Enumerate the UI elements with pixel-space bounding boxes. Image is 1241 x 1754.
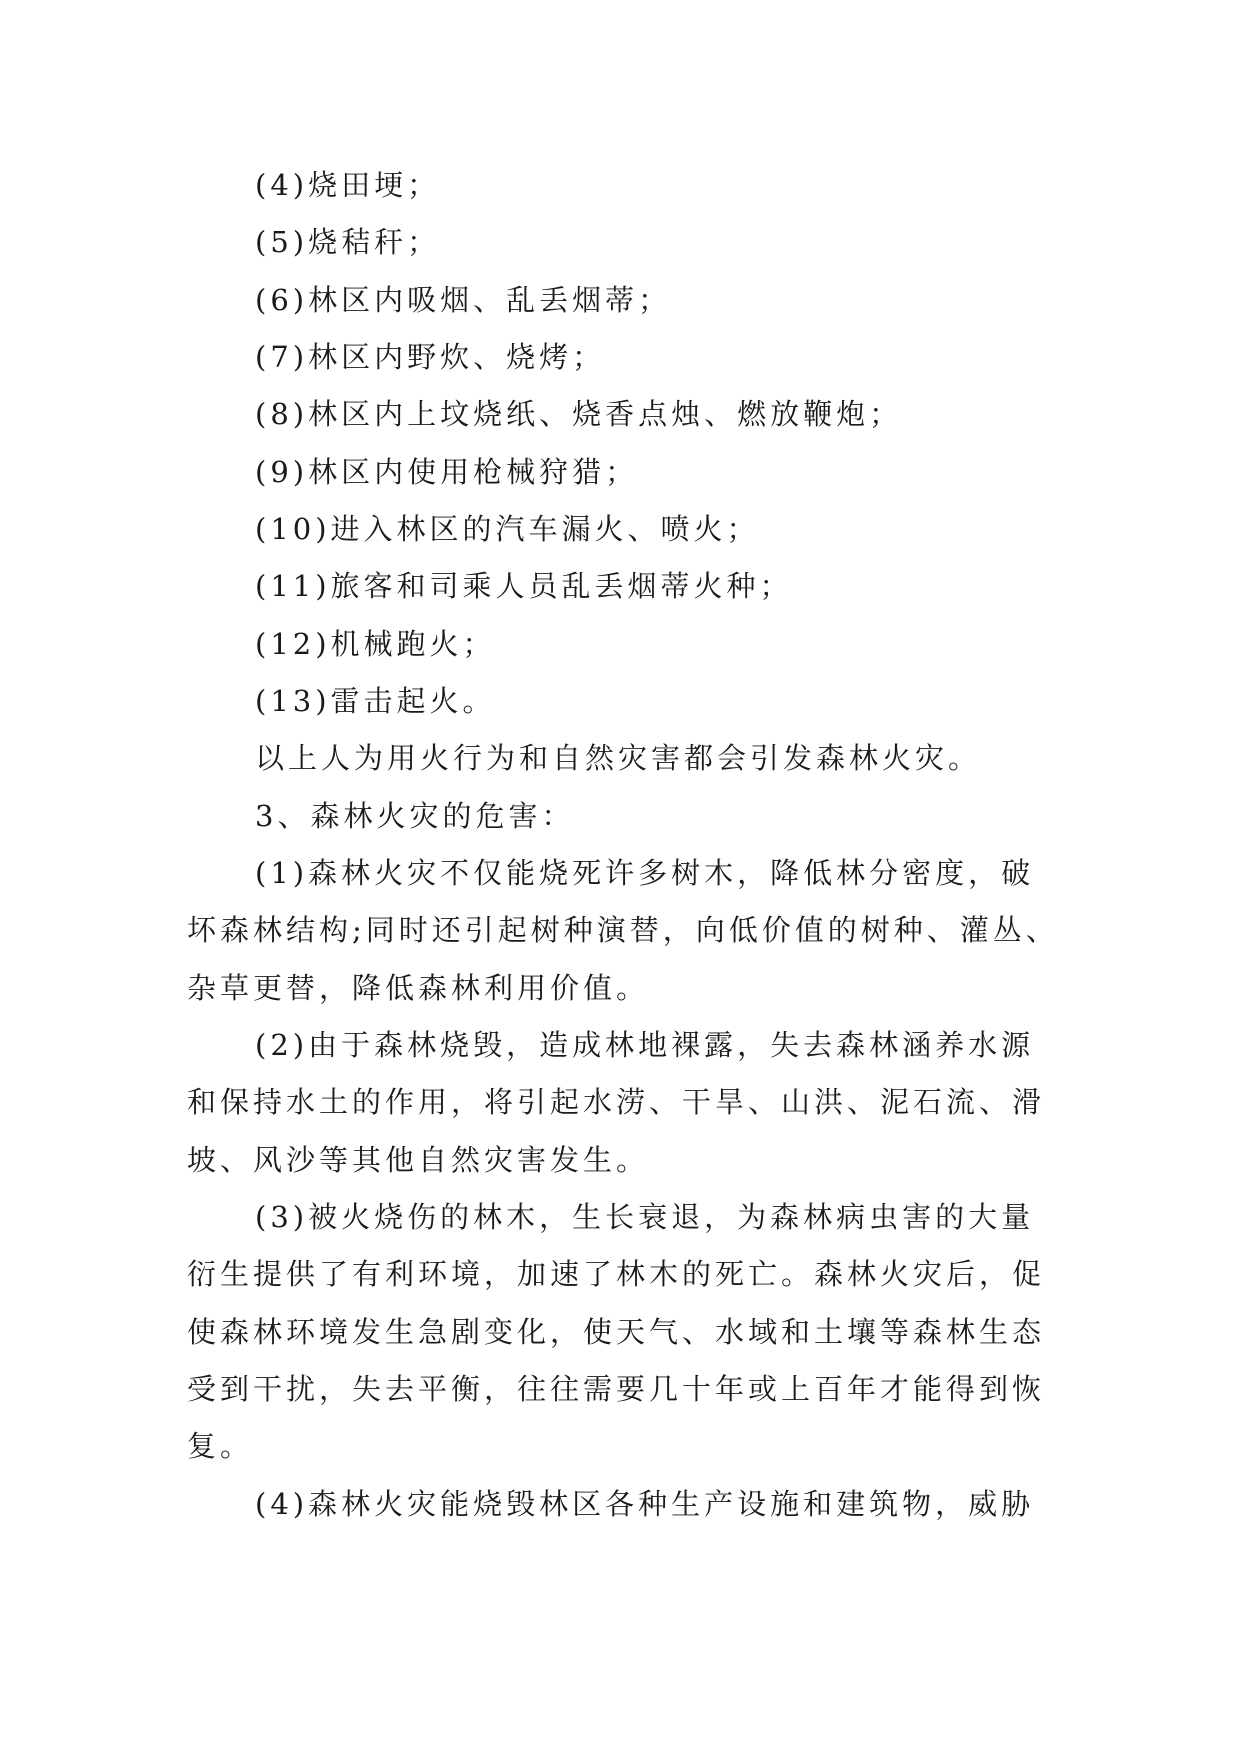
- paragraph-line: 复。: [187, 1429, 254, 1463]
- list-item: (8)林区内上坟烧纸、烧香点烛、燃放鞭炮；: [255, 397, 903, 431]
- list-item: (12)机械跑火；: [255, 627, 496, 661]
- summary-text: 以上人为用火行为和自然灾害都会引发森林火灾。: [255, 741, 982, 775]
- paragraph-line: 和保持水土的作用，将引起水涝、干旱、山洪、泥石流、滑: [187, 1085, 1046, 1119]
- paragraph-line: 使森林环境发生急剧变化，使天气、水域和土壤等森林生态: [187, 1315, 1046, 1349]
- paragraph-line: 衍生提供了有利环境，加速了林木的死亡。森林火灾后，促: [187, 1257, 1046, 1291]
- list-item: (11)旅客和司乘人员乱丢烟蒂火种；: [255, 569, 793, 603]
- list-item: (9)林区内使用枪械狩猎；: [255, 455, 639, 489]
- section-heading: 3、森林火灾的危害：: [255, 799, 575, 833]
- paragraph-line: (3)被火烧伤的林木，生长衰退，为森林病虫害的大量: [255, 1200, 1035, 1234]
- paragraph-line: 坏森林结构;同时还引起树种演替，向低价值的树种、灌丛、: [187, 913, 1059, 947]
- paragraph-line: (1)森林火灾不仅能烧死许多树木，降低林分密度，破: [255, 856, 1035, 890]
- list-item: (6)林区内吸烟、乱丢烟蒂；: [255, 283, 672, 317]
- list-item: (4)烧田埂；: [255, 168, 441, 202]
- paragraph-line: (4)森林火灾能烧毁林区各种生产设施和建筑物，威胁: [255, 1487, 1035, 1521]
- paragraph-line: 受到干扰，失去平衡，往往需要几十年或上百年才能得到恢: [187, 1372, 1046, 1406]
- paragraph-line: 坡、风沙等其他自然灾害发生。: [187, 1143, 650, 1177]
- list-item: (5)烧秸秆；: [255, 225, 441, 259]
- list-item: (13)雷击起火。: [255, 684, 496, 718]
- paragraph-line: 杂草更替，降低森林利用价值。: [187, 971, 650, 1005]
- list-item: (10)进入林区的汽车漏火、喷火；: [255, 512, 760, 546]
- paragraph-line: (2)由于森林烧毁，造成林地裸露，失去森林涵养水源: [255, 1028, 1035, 1062]
- list-item: (7)林区内野炊、烧烤；: [255, 340, 606, 374]
